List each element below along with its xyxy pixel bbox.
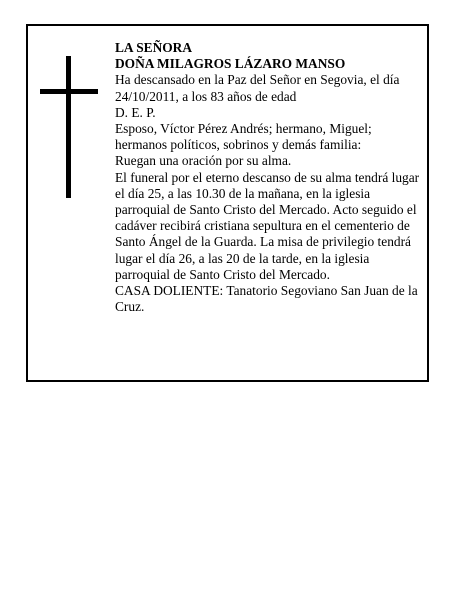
- obituary-notice: [26, 24, 429, 382]
- funeral-details: El funeral por el eterno descanso de su alma tendrá lugar el día 25, a las 10.30 de la mañana, en la iglesia parroquial de Santo Cristo del Mercado. Acto seguido el cadáver recibirá cristiana sepultura en el cementerio de Santo Ángel de la Guarda. La misa de privilegio tendrá lugar el día 26, a las 20 de la tarde, en la iglesia parroquial de Santo Cristo del Mercado.: [115, 169, 420, 282]
- notice-text: [115, 40, 420, 315]
- death-statement: Ha descansado en la Paz del Señor en Segovia, el día 24/10/2011, a los 83 años de edad: [115, 72, 400, 104]
- cross-icon: [40, 56, 98, 198]
- rip-text: D. E. P.: [115, 104, 156, 120]
- cross-horizontal-bar: [40, 89, 98, 94]
- mourning-house: CASA DOLIENTE: Tanatorio Segoviano San Juan de la Cruz.: [115, 283, 418, 315]
- family-list: Esposo, Víctor Pérez Andrés; hermano, Miguel; hermanos políticos, sobrinos y demás familia:: [115, 121, 372, 153]
- prayer-request: Ruegan una oración por su alma.: [115, 153, 292, 169]
- cross-vertical-bar: [66, 56, 71, 198]
- deceased-name: DOÑA MILAGROS LÁZARO MANSO: [115, 56, 346, 72]
- title-line: LA SEÑORA: [115, 40, 193, 55]
